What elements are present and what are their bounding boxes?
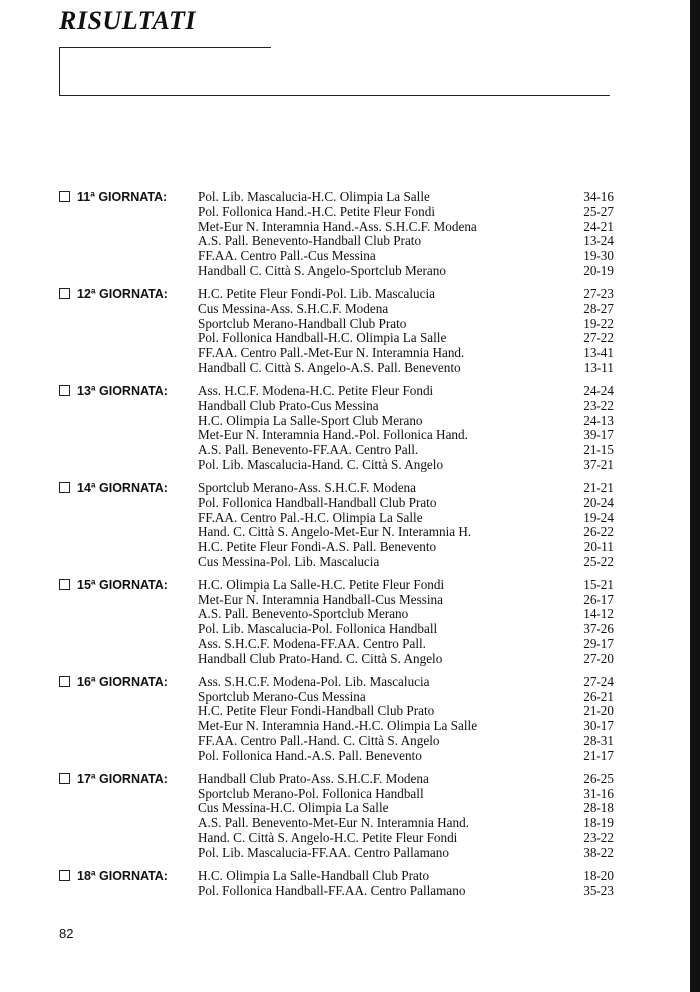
match-list — [198, 190, 614, 279]
match-score: 34-16 — [583, 189, 614, 204]
match-score: 24-24 — [583, 382, 614, 398]
checkbox-icon — [59, 870, 70, 881]
match-score: 21-15 — [583, 442, 614, 458]
match-score: 20-24 — [583, 494, 614, 510]
match-row — [198, 525, 614, 540]
match-score: 20-19 — [583, 262, 614, 278]
match-score: 28-18 — [583, 800, 614, 816]
match-teams: Pol. Lib. Mascalucia-FF.AA. Centro Pallamano — [198, 844, 449, 860]
match-score: 13-24 — [583, 233, 614, 249]
match-row — [198, 399, 614, 414]
match-score: 26-17 — [583, 591, 614, 607]
match-row — [198, 555, 614, 570]
round-label — [59, 481, 198, 570]
round-section — [59, 481, 614, 570]
match-list — [198, 481, 614, 570]
match-row — [198, 205, 614, 220]
round-label — [59, 384, 198, 473]
match-score: 26-21 — [583, 688, 614, 704]
match-row — [198, 414, 614, 429]
match-score: 23-22 — [583, 397, 614, 413]
round-label — [59, 190, 198, 279]
match-row — [198, 690, 614, 705]
match-teams: Pol. Follonica Handball-Handball Club Prato — [198, 494, 437, 510]
match-row — [198, 607, 614, 622]
round-section — [59, 578, 614, 667]
match-score: 37-26 — [583, 621, 614, 637]
match-row — [198, 287, 614, 302]
match-score: 21-21 — [583, 479, 614, 495]
match-teams: Pol. Follonica Hand.-H.C. Petite Fleur Fondi — [198, 203, 436, 219]
round-label-text: 13ª GIORNATA: — [77, 383, 168, 398]
match-list — [198, 384, 614, 473]
round-label-text: 17ª GIORNATA: — [77, 771, 168, 786]
round-section — [59, 675, 614, 764]
match-row — [198, 846, 614, 861]
match-teams: Cus Messina-Pol. Lib. Mascalucia — [198, 553, 380, 569]
match-row — [198, 637, 614, 652]
match-score: 35-23 — [583, 882, 614, 898]
results-list — [59, 190, 614, 907]
round-label — [59, 675, 198, 764]
match-score: 19-22 — [583, 315, 614, 331]
match-teams: Sportclub Merano-Pol. Follonica Handball — [198, 785, 424, 801]
match-score: 18-19 — [583, 815, 614, 831]
match-teams: Ass. H.C.F. Modena-H.C. Petite Fleur Fondi — [198, 382, 434, 398]
checkbox-icon — [59, 288, 70, 299]
match-row — [198, 593, 614, 608]
match-row — [198, 787, 614, 802]
match-teams: H.C. Petite Fleur Fondi-Pol. Lib. Mascalucia — [198, 285, 435, 301]
match-row — [198, 816, 614, 831]
match-score: 39-17 — [583, 427, 614, 443]
match-score: 27-20 — [583, 650, 614, 666]
match-score: 25-27 — [583, 203, 614, 219]
round-section — [59, 287, 614, 376]
match-score: 38-22 — [583, 844, 614, 860]
match-teams: H.C. Olimpia La Salle-H.C. Petite Fleur Fondi — [198, 576, 445, 592]
match-row — [198, 704, 614, 719]
match-score: 24-13 — [583, 412, 614, 428]
match-row — [198, 302, 614, 317]
round-label — [59, 869, 198, 899]
match-score: 26-22 — [583, 524, 614, 540]
round-label — [59, 287, 198, 376]
match-teams: FF.AA. Centro Pall.-Hand. C. Città S. Angelo — [198, 733, 440, 749]
match-row — [198, 346, 614, 361]
match-teams: Handball Club Prato-Cus Messina — [198, 397, 379, 413]
round-label-text: 12ª GIORNATA: — [77, 286, 168, 301]
round-label-text: 14ª GIORNATA: — [77, 480, 168, 495]
match-row — [198, 831, 614, 846]
match-teams: A.S. Pall. Benevento-Handball Club Prato — [198, 233, 422, 249]
match-list — [198, 578, 614, 667]
match-teams: H.C. Olimpia La Salle-Handball Club Prato — [198, 867, 430, 883]
match-row — [198, 220, 614, 235]
match-teams: Sportclub Merano-Cus Messina — [198, 688, 366, 704]
match-score: 21-20 — [583, 703, 614, 719]
match-teams: Pol. Lib. Mascalucia-H.C. Olimpia La Salle — [198, 189, 430, 204]
match-score: 37-21 — [583, 456, 614, 472]
round-label-text: 16ª GIORNATA: — [77, 674, 168, 689]
match-score: 20-11 — [583, 539, 614, 555]
match-row — [198, 511, 614, 526]
page-number: 82 — [59, 926, 74, 941]
match-teams: Pol. Lib. Mascalucia-Pol. Follonica Handball — [198, 621, 438, 637]
match-teams: A.S. Pall. Benevento-Met-Eur N. Interamnia Hand. — [198, 815, 470, 831]
match-teams: Met-Eur N. Interamnia Hand.-Pol. Follonica Hand. — [198, 427, 468, 443]
match-teams: FF.AA. Centro Pal.-H.C. Olimpia La Salle — [198, 509, 423, 525]
match-teams: Hand. C. Città S. Angelo-Met-Eur N. Interamnia H. — [198, 524, 472, 540]
match-teams: A.S. Pall. Benevento-Sportclub Merano — [198, 606, 409, 622]
match-teams: Cus Messina-H.C. Olimpia La Salle — [198, 800, 389, 816]
match-teams: Handball C. Città S. Angelo-Sportclub Merano — [198, 262, 446, 278]
match-teams: H.C. Olimpia La Salle-Sport Club Merano — [198, 412, 423, 428]
checkbox-icon — [59, 191, 70, 202]
match-row — [198, 428, 614, 443]
match-score: 31-16 — [583, 785, 614, 801]
match-score: 13-11 — [583, 359, 614, 375]
match-teams: Pol. Follonica Handball-H.C. Olimpia La Salle — [198, 330, 447, 346]
match-row — [198, 458, 614, 473]
match-row — [198, 884, 614, 899]
match-score: 19-24 — [583, 509, 614, 525]
round-label — [59, 578, 198, 667]
match-teams: Sportclub Merano-Ass. S.H.C.F. Modena — [198, 479, 416, 495]
match-row — [198, 719, 614, 734]
round-section — [59, 384, 614, 473]
round-section — [59, 772, 614, 861]
match-score: 27-24 — [583, 673, 614, 689]
match-list — [198, 772, 614, 861]
match-row — [198, 481, 614, 496]
match-score: 28-27 — [583, 300, 614, 316]
round-label-text: 11ª GIORNATA: — [77, 190, 168, 204]
match-score: 18-20 — [583, 867, 614, 883]
match-list — [198, 675, 614, 764]
match-row — [198, 734, 614, 749]
checkbox-icon — [59, 579, 70, 590]
checkbox-icon — [59, 676, 70, 687]
match-score: 27-22 — [583, 330, 614, 346]
match-score: 30-17 — [583, 718, 614, 734]
match-row — [198, 578, 614, 593]
match-score: 27-23 — [583, 285, 614, 301]
match-row — [198, 264, 614, 279]
match-teams: Cus Messina-Ass. S.H.C.F. Modena — [198, 300, 389, 316]
match-teams: Ass. S.H.C.F. Modena-FF.AA. Centro Pall. — [198, 636, 426, 652]
round-label-text: 15ª GIORNATA: — [77, 577, 168, 592]
round-label — [59, 772, 198, 861]
match-row — [198, 249, 614, 264]
match-score: 29-17 — [583, 636, 614, 652]
match-row — [198, 801, 614, 816]
match-row — [198, 869, 614, 884]
header-frame — [59, 47, 610, 96]
match-score: 26-25 — [583, 770, 614, 786]
page-edge-shadow — [690, 0, 700, 992]
match-row — [198, 652, 614, 667]
match-teams: Handball Club Prato-Ass. S.H.C.F. Modena — [198, 770, 429, 786]
page-title: RISULTATI — [59, 6, 196, 35]
round-section — [59, 190, 614, 279]
match-row — [198, 384, 614, 399]
match-teams: FF.AA. Centro Pall.-Cus Messina — [198, 248, 376, 264]
match-score: 23-22 — [583, 830, 614, 845]
match-score: 24-21 — [583, 218, 614, 234]
match-row — [198, 540, 614, 555]
match-row — [198, 234, 614, 249]
match-list — [198, 287, 614, 376]
match-list — [198, 869, 614, 899]
match-score: 13-41 — [583, 345, 614, 361]
match-score: 25-22 — [583, 553, 614, 569]
match-teams: Handball Club Prato-Hand. C. Città S. Angelo — [198, 650, 443, 666]
match-score: 15-21 — [583, 576, 614, 592]
match-row — [198, 190, 614, 205]
match-score: 28-31 — [583, 733, 614, 749]
match-row — [198, 675, 614, 690]
match-row — [198, 496, 614, 511]
checkbox-icon — [59, 385, 70, 396]
match-teams: Hand. C. Città S. Angelo-H.C. Petite Fleur Fondi — [198, 830, 458, 845]
match-row — [198, 772, 614, 787]
match-row — [198, 361, 614, 376]
match-teams: A.S. Pall. Benevento-FF.AA. Centro Pall. — [198, 442, 419, 458]
match-row — [198, 317, 614, 332]
match-row — [198, 443, 614, 458]
checkbox-icon — [59, 773, 70, 784]
match-teams: Met-Eur N. Interamnia Hand.-Ass. S.H.C.F. Modena — [198, 218, 477, 234]
round-section — [59, 869, 614, 899]
round-label-text: 18ª GIORNATA: — [77, 868, 168, 883]
match-score: 19-30 — [583, 248, 614, 264]
match-score: 14-12 — [583, 606, 614, 622]
match-teams: Pol. Follonica Hand.-A.S. Pall. Benevento — [198, 747, 422, 763]
match-teams: Met-Eur N. Interamnia Hand.-H.C. Olimpia La Salle — [198, 718, 478, 734]
match-teams: FF.AA. Centro Pall.-Met-Eur N. Interamnia Hand. — [198, 345, 465, 361]
match-teams: H.C. Petite Fleur Fondi-A.S. Pall. Benevento — [198, 539, 437, 555]
match-teams: Handball C. Città S. Angelo-A.S. Pall. Benevento — [198, 359, 461, 375]
match-row — [198, 331, 614, 346]
match-score: 21-17 — [583, 747, 614, 763]
match-row — [198, 622, 614, 637]
match-teams: Sportclub Merano-Handball Club Prato — [198, 315, 407, 331]
match-row — [198, 749, 614, 764]
match-teams: Pol. Lib. Mascalucia-Hand. C. Città S. Angelo — [198, 456, 444, 472]
match-teams: Pol. Follonica Handball-FF.AA. Centro Pallamano — [198, 882, 466, 898]
match-teams: Ass. S.H.C.F. Modena-Pol. Lib. Mascalucia — [198, 673, 430, 689]
match-teams: H.C. Petite Fleur Fondi-Handball Club Prato — [198, 703, 435, 719]
match-teams: Met-Eur N. Interamnia Handball-Cus Messina — [198, 591, 444, 607]
checkbox-icon — [59, 482, 70, 493]
